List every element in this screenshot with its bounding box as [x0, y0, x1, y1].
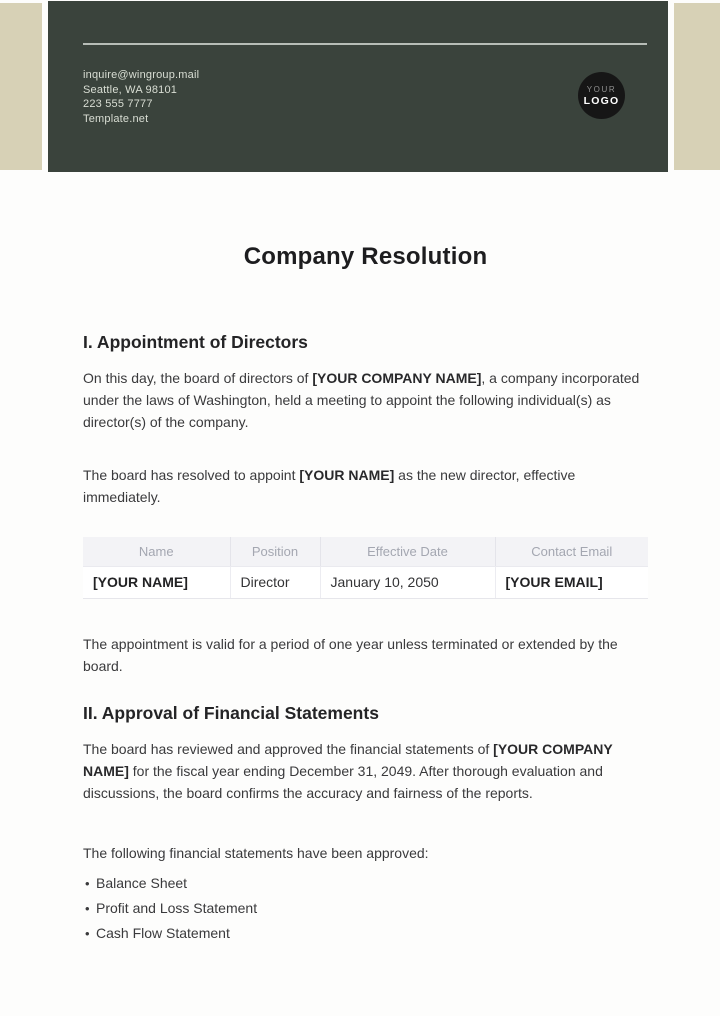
left-accent-bar [0, 3, 42, 170]
contact-block [83, 68, 199, 126]
header-divider [83, 43, 647, 45]
company-name-placeholder: [YOUR COMPANY NAME] [83, 740, 613, 779]
cell-name: [YOUR NAME] [83, 566, 230, 598]
paragraph-text: On this day, the board of directors of [83, 370, 313, 386]
company-name-placeholder: [YOUR COMPANY NAME] [312, 370, 482, 386]
paragraph-validity: The appointment is valid for a period of one year unless terminated or extended by the board. [83, 635, 618, 674]
contact-address: Seattle, WA 98101 [83, 83, 178, 96]
table-header-row [83, 537, 648, 566]
list-item [83, 921, 648, 946]
section-heading-appointment: I. Appointment of Directors [83, 332, 308, 352]
cell-position: Director [230, 566, 320, 598]
bullet-icon: • [85, 875, 90, 891]
list-item [83, 896, 648, 921]
paragraph-text: The board has reviewed and approved the financial statements of [83, 740, 494, 757]
list-item-label: Balance Sheet [96, 874, 188, 891]
paragraph-approved-lead: The following financial statements have been approved: [83, 844, 429, 861]
page-title: Company Resolution [243, 243, 488, 270]
column-header-effective-date: Effective Date [320, 537, 495, 566]
contact-website: Template.net [83, 112, 149, 125]
logo-text-top: YOUR [586, 84, 617, 94]
column-header-position: Position [230, 537, 320, 566]
paragraph-appointment-intro [83, 367, 648, 433]
header-band [48, 1, 668, 172]
column-header-name: Name [83, 537, 230, 566]
approved-statements-list [83, 871, 648, 946]
paragraph-text: for the fiscal year ending December 31, 2049. After thorough evaluation and discussions, the board confirms the accuracy and fairness of the reports. [83, 762, 603, 801]
letterhead [0, 0, 720, 173]
list-item [83, 871, 648, 896]
bullet-icon: • [85, 925, 90, 941]
paragraph-text: , a company incorporated under the laws of Washington, held a meeting to appoint the following individual(s) as director(s) of the company. [83, 370, 640, 430]
right-accent-bar [674, 3, 720, 170]
section-heading-financials: II. Approval of Financial Statements [83, 702, 379, 723]
logo-text-bottom: LOGO [583, 94, 620, 107]
contact-email: inquire@wingroup.mail [83, 69, 200, 81]
company-logo [578, 72, 625, 119]
document-body [0, 243, 720, 946]
contact-phone: 223 555 7777 [83, 98, 153, 110]
paragraph-text: as the new director, effective immediately. [83, 467, 576, 505]
your-name-placeholder: [YOUR NAME] [299, 467, 395, 483]
bullet-icon: • [85, 900, 90, 916]
cell-contact-email: [YOUR EMAIL] [495, 566, 648, 598]
director-table [83, 537, 648, 599]
paragraph-text: The board has resolved to appoint [83, 467, 300, 483]
paragraph-resolution [83, 464, 648, 508]
table-row [83, 566, 648, 598]
column-header-contact-email: Contact Email [495, 537, 648, 566]
list-item-label: Cash Flow Statement [96, 924, 230, 941]
list-item-label: Profit and Loss Statement [96, 899, 258, 916]
paragraph-financial-review [83, 738, 648, 804]
cell-effective-date: January 10, 2050 [320, 566, 495, 598]
